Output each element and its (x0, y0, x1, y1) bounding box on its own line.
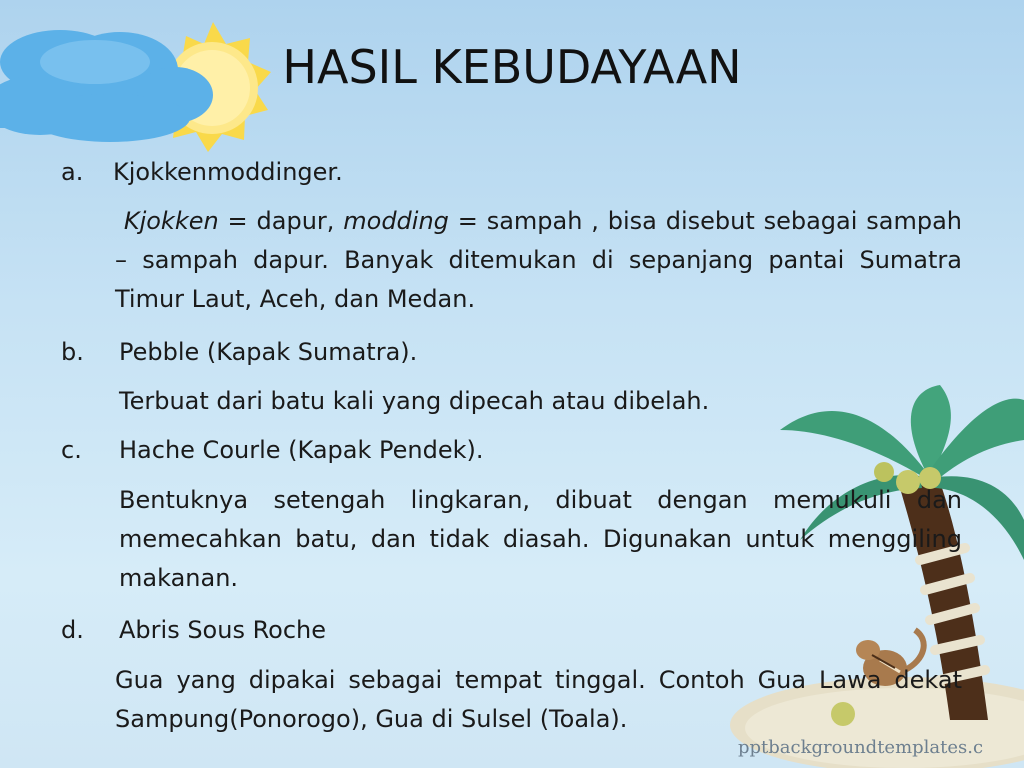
term-kjokken: Kjokken (123, 207, 219, 235)
item-a-description (115, 202, 962, 319)
item-c-heading: Hache Courle (Kapak Pendek). (119, 436, 484, 464)
page-title: HASIL KEBUDAYAAN (282, 40, 742, 94)
item-b-heading: Pebble (Kapak Sumatra). (119, 338, 418, 366)
item-d-description: Gua yang dipakai sebagai tempat tinggal. Contoh Gua Lawa dekat Sampung(Ponorogo), Gua di Sulsel (Toala). (115, 666, 962, 733)
item-a-desc-part1: = dapur, (218, 207, 344, 235)
item-a-heading: Kjokkenmoddinger. (113, 158, 343, 186)
item-b-label: b. (61, 338, 84, 366)
watermark: pptbackgroundtemplates.c (738, 737, 984, 758)
item-a-label: a. (61, 158, 84, 186)
term-modding: modding (343, 207, 449, 235)
item-c-description: Bentuknya setengah lingkaran, dibuat dengan memukuli dan memecahkan batu, dan tidak diasah. Digunakan untuk menggiling makanan. (119, 486, 962, 592)
item-d-heading: Abris Sous Roche (119, 616, 327, 644)
item-c-label: c. (61, 436, 82, 464)
item-b-description: Terbuat dari batu kali yang dipecah atau dibelah. (119, 387, 710, 415)
item-d-label: d. (61, 616, 84, 644)
item-a-desc-part2: = sampah , bisa disebut sebagai sampah – sampah dapur. Banyak ditemukan di sepanjang pantai Sumatra Timur Laut, Aceh, dan Medan. (115, 207, 962, 313)
